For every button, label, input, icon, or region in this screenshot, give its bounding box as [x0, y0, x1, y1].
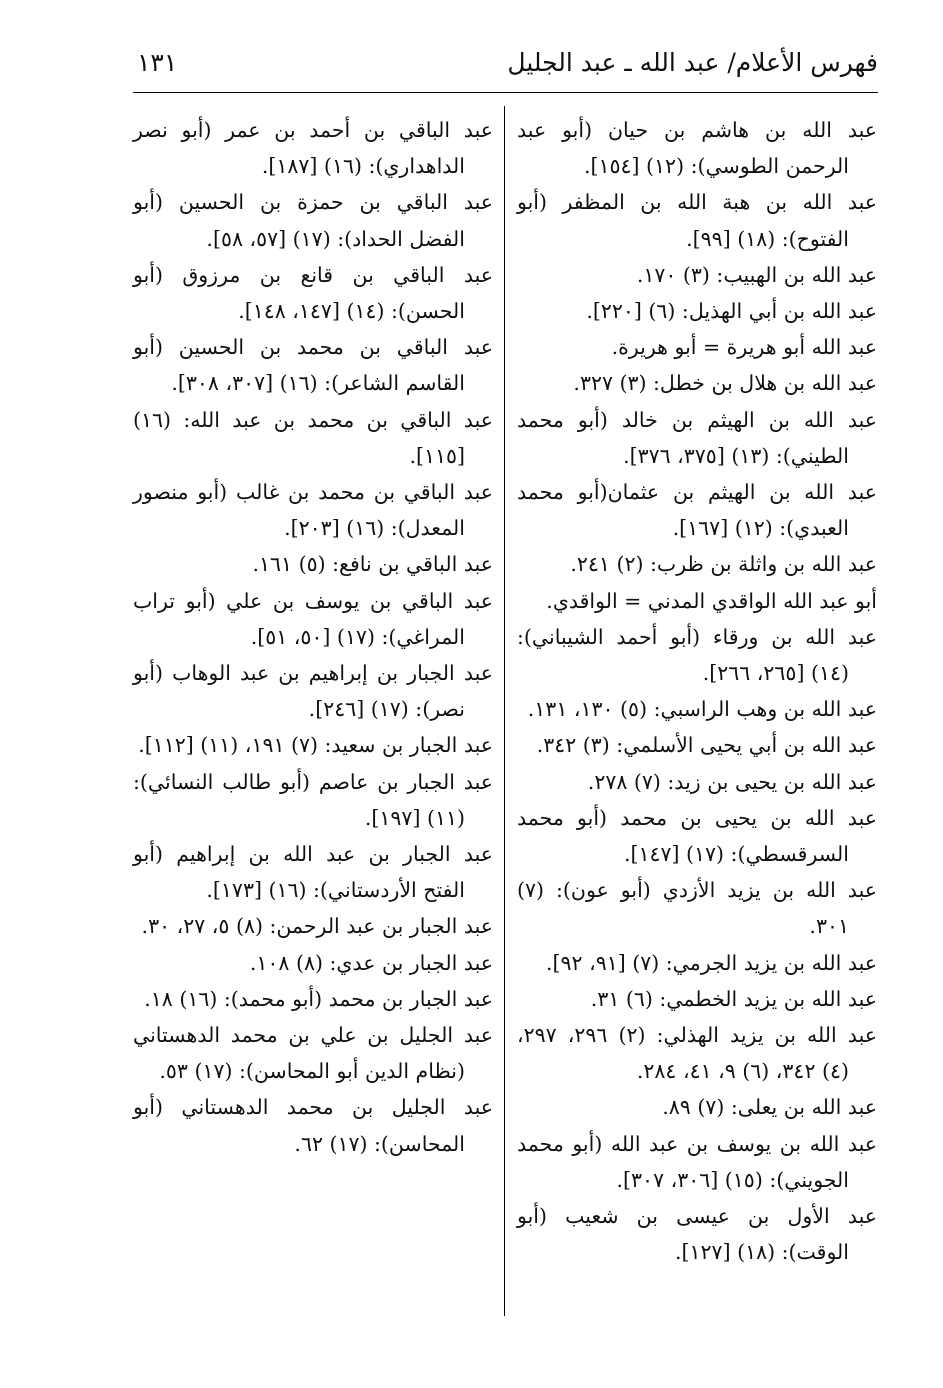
index-entry: عبد الباقي بن قانع بن مرزوق (أبو الحسن): (١٤) [١٤٧، ١٤٨]. [133, 262, 493, 324]
index-entry: عبد الله بن ورقاء (أبو أحمد الشيباني): (١٤) [٢٦٥، ٢٦٦]. [517, 624, 877, 686]
index-entry: عبد الله بن يحيى بن زيد: (٧) ٢٧٨. [587, 769, 877, 794]
index-entry: عبد الجبار بن محمد (أبو محمد): (١٦) ١٨. [144, 986, 493, 1011]
index-entry: عبد الباقي بن محمد بن عبد الله: (١٦) [١١٥]. [133, 407, 493, 468]
index-entry: أبو عبد الله الواقدي المدني = الواقدي. [546, 588, 877, 613]
running-header [133, 40, 878, 93]
index-entry: عبد الجبار بن سعيد: (٧) ١٩١، (١١) [١١٢]. [138, 733, 493, 758]
index-entry: عبد الله بن يعلى: (٧) ٨٩. [662, 1095, 877, 1120]
index-entry: عبد الباقي بن نافع: (٥) ١٦١. [252, 552, 493, 577]
index-entry: عبد الله أبو هريرة = أبو هريرة. [611, 335, 877, 360]
index-entry: عبد الجليل بن محمد الدهستاني (أبو المحاسن): (١٧) ٦٢. [133, 1095, 493, 1156]
running-title: فهرس الأعلام/ عبد الله ـ عبد الجليل [507, 48, 878, 77]
index-entry: عبد الله بن أبي الهذيل: (٦) [٢٢٠]. [586, 299, 877, 324]
index-entry: عبد الله بن أبي يحيى الأسلمي: (٣) ٣٤٢. [536, 733, 877, 758]
index-entry: عبد الجبار بن عبد الرحمن: (٨) ٥، ٢٧، ٣٠. [141, 914, 493, 939]
index-entry: عبد الله بن هلال بن خطل: (٣) ٣٢٧. [573, 371, 877, 396]
right-column [517, 112, 877, 1271]
index-entry: عبد الله بن الهيثم بن عثمان(أبو محمد العبدي): (١٢) [١٦٧]. [517, 480, 877, 541]
index-entry: عبد الجليل بن علي بن محمد الدهستاني (نظام الدين أبو المحاسن): (١٧) ٥٣. [133, 1023, 493, 1084]
index-entry: عبد الباقي بن أحمد بن عمر (أبو نصر الداهداري): (١٦) [١٨٧]. [133, 118, 493, 179]
index-entry: عبد الجبار بن عاصم (أبو طالب النسائي): (١١) [١٩٧]. [133, 769, 493, 830]
index-entry: عبد الله بن يزيد الأزدي (أبو عون): (٧) ٣٠١. [517, 878, 877, 939]
index-entry: عبد الله بن يوسف بن عبد الله (أبو محمد الجويني): (١٥) [٣٠٦، ٣٠٧]. [517, 1131, 877, 1192]
index-entry: عبد الباقي بن محمد بن الحسين (أبو القاسم الشاعر): (١٦) [٣٠٧، ٣٠٨]. [133, 335, 493, 396]
index-entry: عبد الله بن يزيد الجرمي: (٧) [٩١، ٩٢]. [546, 950, 877, 975]
column-divider [504, 106, 505, 1316]
index-entry: عبد الله بن هاشم بن حيان (أبو عبد الرحمن الطوسي): (١٢) [١٥٤]. [517, 118, 877, 179]
index-entry: عبد الباقي بن يوسف بن علي (أبو تراب المراغي): (١٧) [٥٠، ٥١]. [133, 588, 493, 649]
index-entry: عبد الله بن الهيثم بن خالد (أبو محمد الطيني): (١٣) [٣٧٥، ٣٧٦]. [517, 407, 877, 468]
index-entry: عبد الباقي بن محمد بن غالب (أبو منصور المعدل): (١٦) [٢٠٣]. [133, 480, 493, 541]
page-number: ١٣١ [137, 48, 178, 77]
index-entry: عبد الجبار بن عبد الله بن إبراهيم (أبو الفتح الأردستاني): (١٦) [١٧٣]. [133, 842, 493, 903]
index-entry: عبد الباقي بن حمزة بن الحسين (أبو الفضل الحداد): (١٧) [٥٧، ٥٨]. [133, 190, 493, 251]
index-entry: عبد الله بن يزيد الهذلي: (٢) ٢٩٦، ٢٩٧، (٤) ٣٤٢، (٦) ٩، ٤١، ٢٨٤. [517, 1023, 877, 1084]
index-entry: عبد الله بن يزيد الخطمي: (٦) ٣١. [590, 986, 877, 1011]
index-entry: عبد الله بن واثلة بن ظرب: (٢) ٢٤١. [570, 552, 877, 577]
index-entry: عبد الله بن الهبيب: (٣) ١٧٠. [636, 262, 877, 287]
index-entry: عبد الله بن هبة الله بن المظفر (أبو الفتوح): (١٨) [٩٩]. [517, 190, 877, 251]
index-entry: عبد الأول بن عيسى بن شعيب (أبو الوقت): (١٨) [١٢٧]. [517, 1204, 877, 1265]
left-column [133, 112, 493, 1162]
index-entry: عبد الله بن يحيى بن محمد (أبو محمد السرقسطي): (١٧) [١٤٧]. [517, 805, 877, 867]
index-entry: عبد الله بن وهب الراسبي: (٥) ١٣٠، ١٣١. [527, 697, 877, 722]
index-entry: عبد الجبار بن إبراهيم بن عبد الوهاب (أبو نصر): (١٧) [٢٤٦]. [133, 661, 493, 722]
index-entry: عبد الجبار بن عدي: (٨) ١٠٨. [249, 950, 493, 975]
